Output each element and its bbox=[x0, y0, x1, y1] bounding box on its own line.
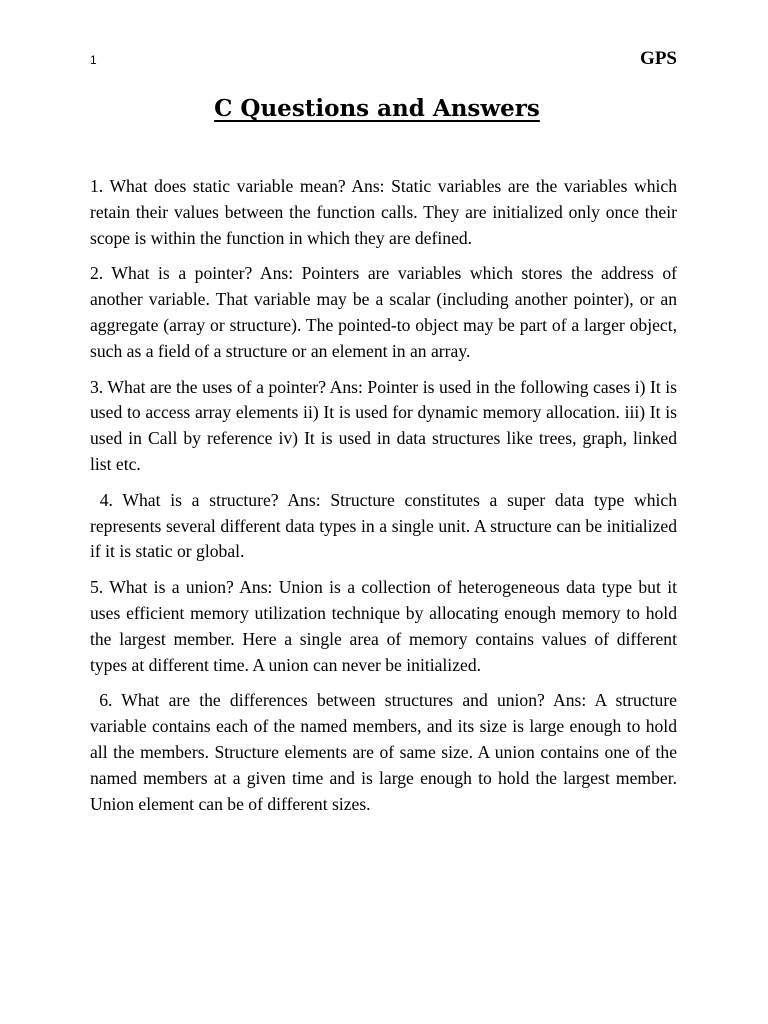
qa-item-text: 6. What are the differences between structures and union? Ans: A structure variable contains each of the named members, and its size is large enough to hold all the members. Structure elements are of same size. A union contains one of the named members at a given time and is large enough to hold the largest member. Union element can be of different sizes. bbox=[90, 690, 677, 814]
qa-item-text: 1. What does static variable mean? Ans: Static variables are the variables which retain their values between the function calls. They are initialized only once their scope is within the function in which they are defined. bbox=[90, 176, 677, 248]
page-title: C Questions and Answers bbox=[214, 95, 540, 122]
qa-item bbox=[90, 488, 677, 565]
page-number: 1 bbox=[90, 53, 97, 67]
qa-item-text: 5. What is a union? Ans: Union is a collection of heterogeneous data type but it uses efficient memory utilization technique by allocating enough memory to hold the largest member. Here a single area of memory contains values of different types at different time. A union can never be initialized. bbox=[90, 577, 677, 675]
qa-item-text: 2. What is a pointer? Ans: Pointers are variables which stores the address of another variable. That variable may be a scalar (including another pointer), or an aggregate (array or structure). The pointed-to object may be part of a larger object, such as a field of a structure or an element in an array. bbox=[90, 263, 677, 361]
qa-item-text: 3. What are the uses of a pointer? Ans: Pointer is used in the following cases i) It is used to access array elements ii) It is used for dynamic memory allocation. iii) It is used in Call by reference iv) It is used in data structures like trees, graph, linked list etc. bbox=[90, 376, 677, 474]
qa-item bbox=[90, 575, 677, 678]
qa-item bbox=[90, 688, 677, 817]
header-tag: GPS bbox=[640, 48, 677, 69]
qa-list bbox=[90, 174, 677, 827]
qa-item bbox=[90, 261, 677, 364]
qa-item bbox=[90, 375, 677, 478]
qa-item bbox=[90, 174, 677, 251]
qa-item-text: 4. What is a structure? Ans: Structure constitutes a super data type which represents several different data types in a single unit. A structure can be initialized if it is static or global. bbox=[90, 489, 677, 562]
